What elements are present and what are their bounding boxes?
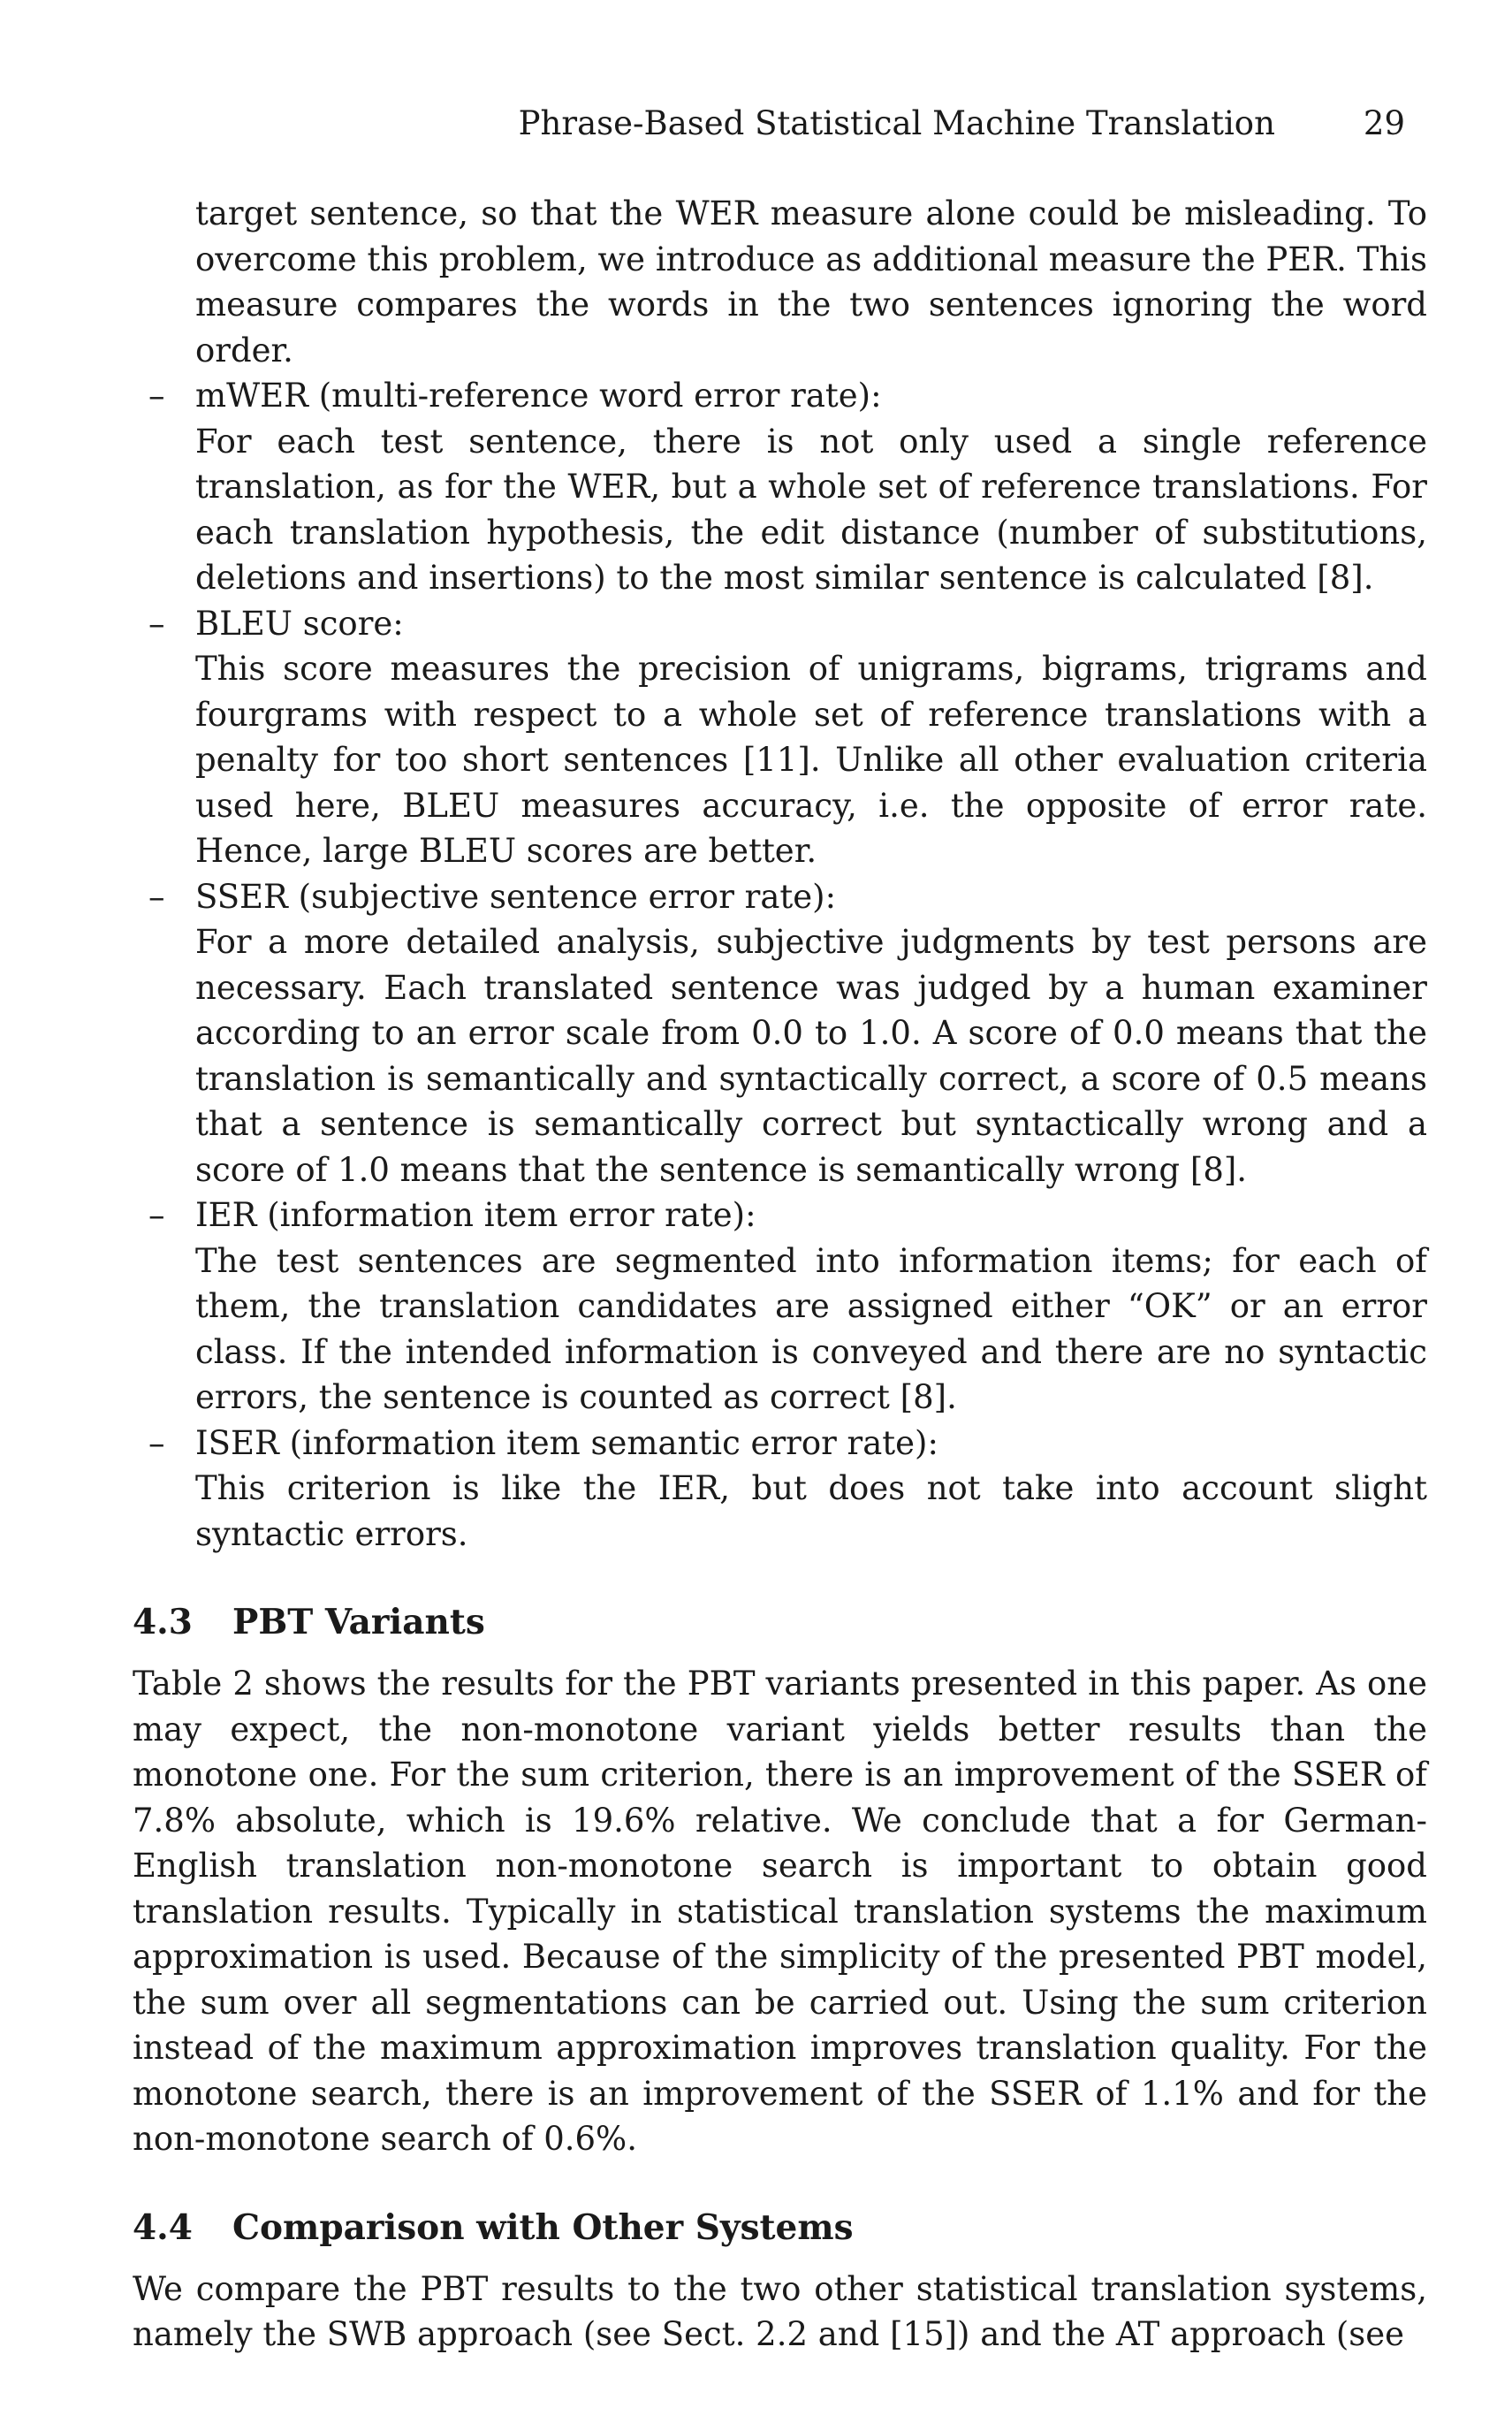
section-number: 4.4 (133, 2206, 193, 2248)
list-dash: – (148, 1196, 165, 1234)
section-paragraph: Table 2 shows the results for the PBT variants presented in this paper. As one may expect, the non-monotone variant yields better results than the monotone one. For the sum criterion, there is an improvement of the SSER of 7.8% absolute, which is 19.6% relative. We conclude that a for German-English translation non-monotone search is important to obtain good translation results. Typically in statistical translation systems the maximum approximation is used. Because of the simplicity of the presented PBT model, the sum over all segmentations can be carried out. Using the sum criterion instead of the maximum approximation improves translation quality. For the monotone search, there is an improvement of the SSER of 1.1% and for the non-monotone search of 0.6%. (133, 1665, 1427, 2158)
list-dash: – (148, 377, 165, 415)
measure-label: IER (information item error rate): (195, 1196, 756, 1234)
measure-label: mWER (multi-reference word error rate): (195, 377, 882, 415)
measure-label: ISER (information item semantic error rate): (195, 1423, 938, 1462)
page-body (133, 191, 1427, 2358)
measure-item-mwer (133, 373, 1427, 601)
measure-description: For a more detailed analysis, subjective judgments by test persons are necessary. Each translated sentence was judged by a human examiner according to an error scale from 0.0 to 1.0. A score of 0.0 means that the translation is semantically and syntactically correct, a score of 0.5 means that a sentence is semantically correct but syntactically wrong and a score of 1.0 means that the sentence is semantically wrong [8]. (195, 923, 1427, 1189)
list-dash: – (148, 604, 165, 643)
measure-description: This score measures the precision of unigrams, bigrams, trigrams and fourgrams with respect to a whole set of reference translations with a penalty for too short sentences [11]. Unlike all other evaluation criteria used here, BLEU measures accuracy, i.e. the opposite of error rate. Hence, large BLEU scores are better. (195, 650, 1427, 870)
running-title: Phrase-Based Statistical Machine Translation (518, 104, 1275, 142)
section-4-4 (133, 2205, 1427, 2358)
section-title: PBT Variants (232, 1602, 485, 1642)
measure-item-iser (133, 1421, 1427, 1558)
list-dash: – (148, 877, 165, 916)
section-heading (133, 2205, 1427, 2251)
section-paragraph: We compare the PBT results to the two other statistical translation systems, namely the SWB approach (see Sect. 2.2 and [15]) and the AT approach (see (133, 2269, 1427, 2353)
measure-description: This criterion is like the IER, but does not take into account slight syntactic errors. (195, 1469, 1427, 1553)
measure-label: BLEU score: (195, 604, 404, 643)
section-4-3 (133, 1599, 1427, 2162)
measure-item-sser (133, 874, 1427, 1193)
list-dash: – (148, 1423, 165, 1462)
measure-item-ier (133, 1192, 1427, 1421)
running-header (133, 104, 1405, 142)
measure-description: The test sentences are segmented into information items; for each of them, the translation candidates are assigned either “OK” or an error class. If the intended information is conveyed and there are no syntactic errors, the sentence is counted as correct [8]. (195, 1241, 1427, 1416)
measure-label: SSER (subjective sentence error rate): (195, 877, 837, 916)
section-title: Comparison with Other Systems (232, 2206, 854, 2248)
section-number: 4.3 (133, 1602, 193, 1642)
measure-description: For each test sentence, there is not only used a single reference translation, as for the WER, but a whole set of reference translations. For each translation hypothesis, the edit distance (number of substitutions, deletions and insertions) to the most similar sentence is calculated [8]. (195, 422, 1427, 597)
page-number: 29 (1363, 104, 1405, 142)
measure-item-bleu (133, 601, 1427, 874)
continuation-paragraph: target sentence, so that the WER measure alone could be misleading. To overcome this problem, we introduce as additional measure the PER. This measure compares the words in the two sentences ignoring the word order. (195, 194, 1427, 370)
section-heading (133, 1599, 1427, 1645)
